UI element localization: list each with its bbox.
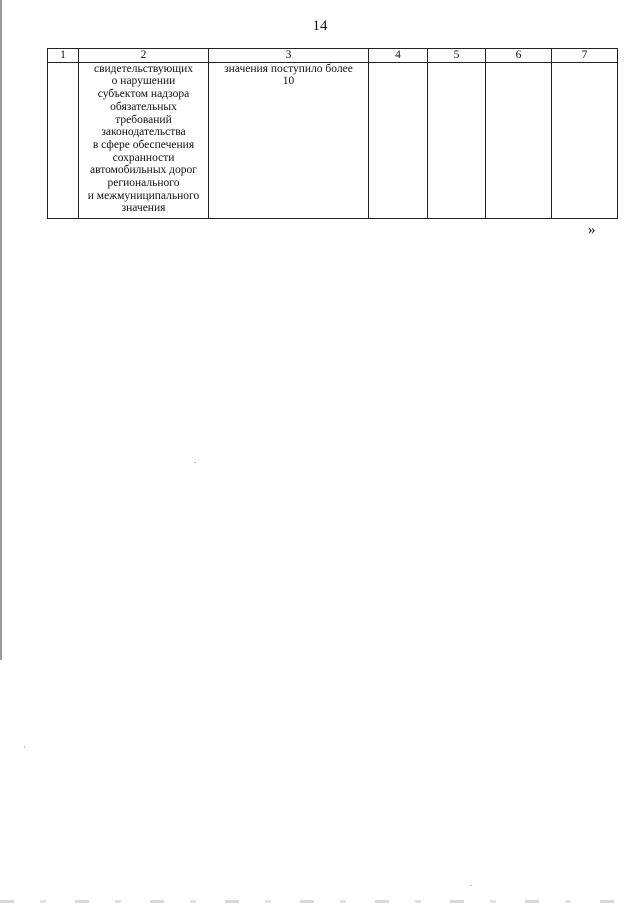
cell-col-1	[48, 62, 79, 218]
header-col-5: 5	[428, 49, 486, 63]
scan-speck	[194, 462, 196, 463]
cell-line: автомобильных дорог	[90, 164, 197, 177]
header-col-1: 1	[48, 49, 79, 63]
cell-line: и межмуниципального	[87, 189, 200, 202]
closing-quote: »	[588, 222, 596, 238]
table-row	[48, 62, 618, 218]
page-number: 14	[312, 18, 328, 34]
cell-line: значения	[121, 202, 166, 215]
header-col-6: 6	[486, 49, 552, 63]
table-header-row	[48, 49, 618, 63]
cell-line: обязательных	[110, 100, 177, 113]
header-col-7: 7	[552, 49, 618, 63]
cell-line: законодательства	[101, 126, 186, 139]
scan-speck	[24, 746, 25, 748]
header-col-2: 2	[79, 49, 209, 63]
cell-line: в сфере обеспечения	[92, 138, 195, 151]
header-col-3: 3	[209, 49, 369, 63]
header-col-4: 4	[369, 49, 428, 63]
cell-col-2	[79, 62, 209, 218]
cell-col-4	[369, 62, 428, 218]
cell-col-7	[552, 62, 618, 218]
scan-left-edge	[0, 0, 2, 660]
cell-line: свидетельствующих	[93, 62, 194, 75]
cell-col-3	[209, 62, 369, 218]
cell-col-5	[428, 62, 486, 218]
cell-line: сохранности	[112, 151, 175, 164]
cell-col-6	[486, 62, 552, 218]
cell-line: субъектом надзора	[97, 88, 190, 101]
cell-line: о нарушении	[111, 75, 176, 88]
cell-line: регионального	[107, 177, 180, 190]
document-table	[47, 48, 618, 219]
scan-bottom-noise	[0, 900, 640, 903]
cell-line: значения поступило более	[224, 62, 353, 75]
cell-line: 10	[282, 75, 295, 88]
cell-line: требований	[115, 113, 172, 126]
scan-speck	[470, 885, 472, 886]
